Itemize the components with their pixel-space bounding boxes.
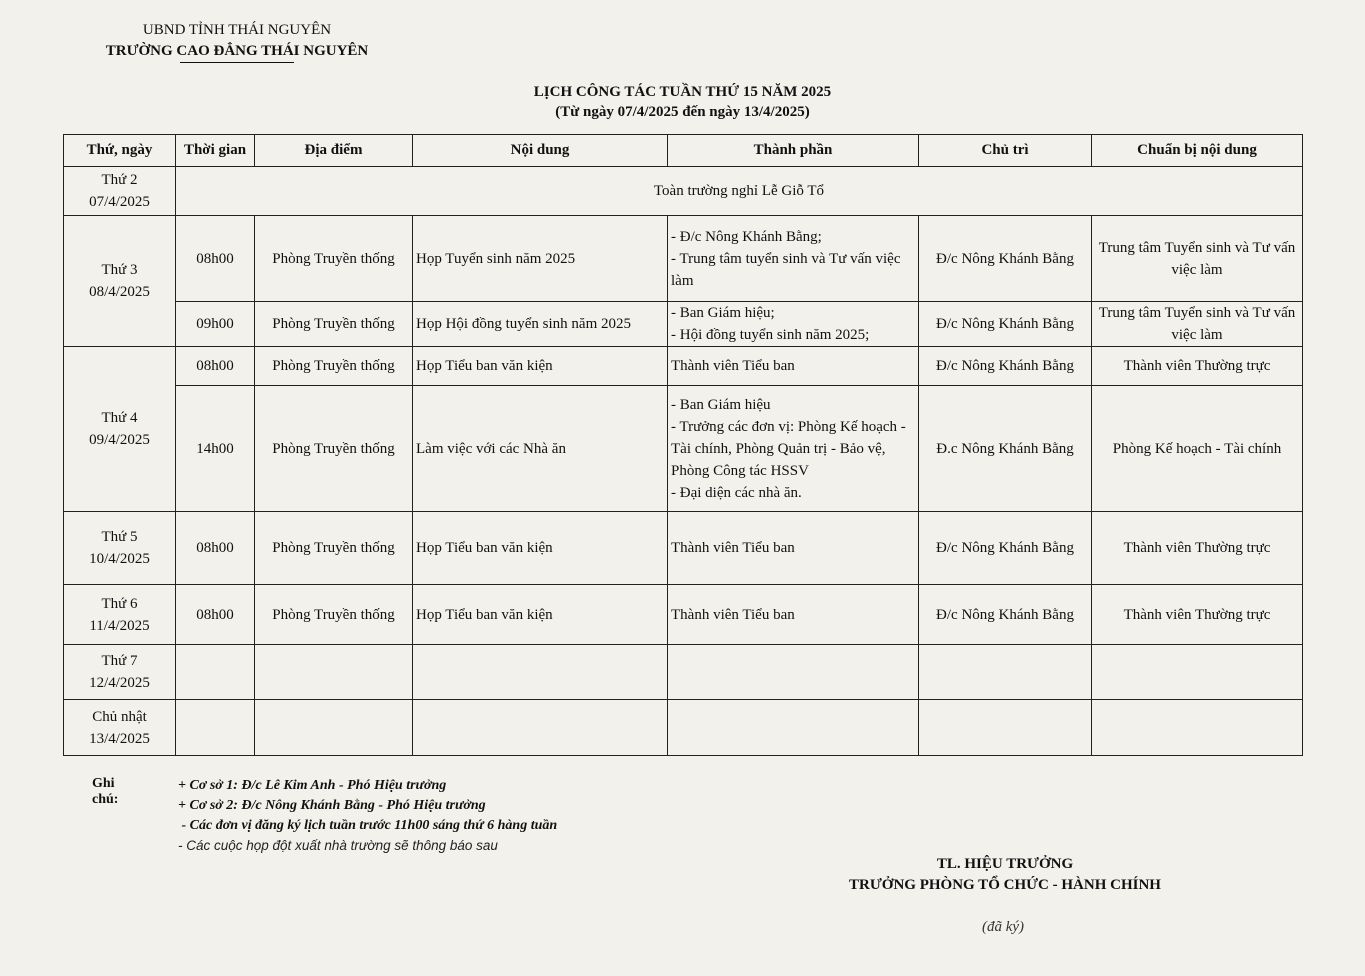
event-time: 14h00 [176,386,255,512]
table-row [64,167,1303,216]
table-row [64,386,1303,512]
day-cell [64,645,176,700]
event-content: Họp Tiểu ban văn kiện [413,585,668,645]
event-participants [668,585,919,645]
col-header-prep: Chuẩn bị nội dung [1092,135,1303,167]
event-prep [1092,645,1303,700]
event-time: 09h00 [176,302,255,347]
table-row [64,302,1303,347]
day-cell [64,167,176,216]
col-header-time: Thời gian [176,135,255,167]
org-underline [180,62,294,63]
signature-block [830,854,1180,936]
day-date: 08/4/2025 [89,284,150,300]
day-cell [64,512,176,585]
day-weekday: Chủ nhật [92,708,147,725]
col-header-place: Địa điểm [255,135,413,167]
col-header-content: Nội dung [413,135,668,167]
document-title: LỊCH CÔNG TÁC TUẦN THỨ 15 NĂM 2025 [533,84,832,100]
participant-line: Thành viên Tiểu ban [671,358,795,374]
participant-line: - Đại diện các nhà ăn. [671,484,802,501]
event-content [413,645,668,700]
participant-line: Thành viên Tiểu ban [671,606,795,623]
event-participants [668,645,919,700]
event-content: Họp Hội đồng tuyển sinh năm 2025 [413,302,668,347]
day-date: 10/4/2025 [89,551,150,567]
signature-title: TL. HIỆU TRƯỞNG [936,856,1074,872]
participant-line: Thành viên Tiểu ban [671,540,795,556]
table-row [64,700,1303,756]
event-place: Phòng Truyền thống [255,386,413,512]
event-content: Họp Tiểu ban văn kiện [413,512,668,585]
participant-line: - Ban Giám hiệu [671,396,771,413]
event-content [413,700,668,756]
event-participants [668,512,919,585]
schedule-table [63,134,1303,756]
event-chair [919,700,1092,756]
signature-status: (đã ký) [981,919,1025,935]
day-cell [64,700,176,756]
event-chair: Đ/c Nông Khánh Bằng [919,512,1092,585]
col-header-day: Thứ, ngày [64,135,176,167]
event-chair: Đ/c Nông Khánh Bằng [919,347,1092,386]
day-weekday: Thứ 5 [101,529,138,545]
event-prep: Trung tâm Tuyển sinh và Tư vấn việc làm [1092,302,1303,347]
event-chair: Đ.c Nông Khánh Bằng [919,386,1092,512]
event-place [255,645,413,700]
note-line: - Các đơn vị đăng ký lịch tuần trước 11h00 sáng thứ 6 hàng tuần [178,818,558,833]
event-place: Phòng Truyền thống [255,216,413,302]
document-subtitle: (Từ ngày 07/4/2025 đến ngày 13/4/2025) [555,104,810,120]
day-cell [64,585,176,645]
event-time: 08h00 [176,512,255,585]
table-row [64,512,1303,585]
day-date: 11/4/2025 [89,617,150,634]
day-date: 09/4/2025 [89,432,150,448]
signature-position: TRƯỞNG PHÒNG TỔ CHỨC - HÀNH CHÍNH [849,877,1161,893]
event-time [176,700,255,756]
participant-line: - Ban Giám hiệu; [671,305,775,321]
day-weekday: Thứ 4 [101,410,138,426]
participant-line: - Trung tâm tuyển sinh và Tư vấn việc làm [671,250,901,289]
event-place: Phòng Truyền thống [255,347,413,386]
event-content: Làm việc với các Nhà ăn [413,386,668,512]
event-time: 08h00 [176,347,255,386]
event-prep: Trung tâm Tuyển sinh và Tư vấn việc làm [1092,216,1303,302]
event-place [255,700,413,756]
table-row [64,347,1303,386]
day-weekday: Thứ 2 [101,172,138,188]
event-time: 08h00 [176,216,255,302]
note-line: - Các cuộc họp đột xuất nhà trường sẽ thông báo sau [178,838,498,853]
day-weekday: Thứ 6 [101,595,138,612]
table-row [64,216,1303,302]
event-participants [668,386,919,512]
event-place: Phòng Truyền thống [255,302,413,347]
day-cell [64,347,176,512]
organization-header [92,20,382,63]
event-place: Phòng Truyền thống [255,585,413,645]
note-line: + Cơ sở 1: Đ/c Lê Kim Anh - Phó Hiệu trưởng [178,778,447,793]
event-prep: Thành viên Thường trực [1092,512,1303,585]
day-note: Toàn trường nghỉ Lễ Giỗ Tổ [176,167,1303,216]
document-title-block [0,82,1365,122]
note-line: + Cơ sở 2: Đ/c Nông Khánh Bằng - Phó Hiệu trưởng [178,798,486,813]
event-participants [668,700,919,756]
col-header-chair: Chủ trì [919,135,1092,167]
participant-line: - Trưởng các đơn vị: Phòng Kế hoạch - Tài chính, Phòng Quản trị - Bảo vệ, Phòng Công tác HSSV [671,418,906,479]
org-parent-name: UBND TỈNH THÁI NGUYÊN [142,22,332,38]
table-row [64,645,1303,700]
table-row [64,585,1303,645]
event-content: Họp Tiểu ban văn kiện [413,347,668,386]
day-date: 07/4/2025 [89,194,150,210]
day-date: 12/4/2025 [89,675,150,691]
event-content: Họp Tuyển sinh năm 2025 [413,216,668,302]
table-header-row [64,135,1303,167]
notes-label: Ghi chú: [92,776,119,807]
participant-line: - Đ/c Nông Khánh Bằng; [671,228,822,245]
event-chair: Đ/c Nông Khánh Bằng [919,302,1092,347]
event-prep: Phòng Kế hoạch - Tài chính [1092,386,1303,512]
schedule-body [64,167,1303,756]
day-weekday: Thứ 3 [101,262,138,278]
event-time: 08h00 [176,585,255,645]
event-chair [919,645,1092,700]
event-prep: Thành viên Thường trực [1092,347,1303,386]
org-school-name: TRƯỜNG CAO ĐẲNG THÁI NGUYÊN [105,43,369,59]
event-prep [1092,700,1303,756]
day-weekday: Thứ 7 [101,653,138,669]
event-prep: Thành viên Thường trực [1092,585,1303,645]
participant-line: - Hội đồng tuyển sinh năm 2025; [671,327,870,343]
event-place: Phòng Truyền thống [255,512,413,585]
event-time [176,645,255,700]
event-chair: Đ/c Nông Khánh Bằng [919,216,1092,302]
notes-lines [178,776,698,856]
event-participants [668,302,919,347]
col-header-participants: Thành phần [668,135,919,167]
event-chair: Đ/c Nông Khánh Bằng [919,585,1092,645]
day-cell [64,216,176,347]
day-date: 13/4/2025 [89,730,150,747]
event-participants [668,216,919,302]
event-participants [668,347,919,386]
